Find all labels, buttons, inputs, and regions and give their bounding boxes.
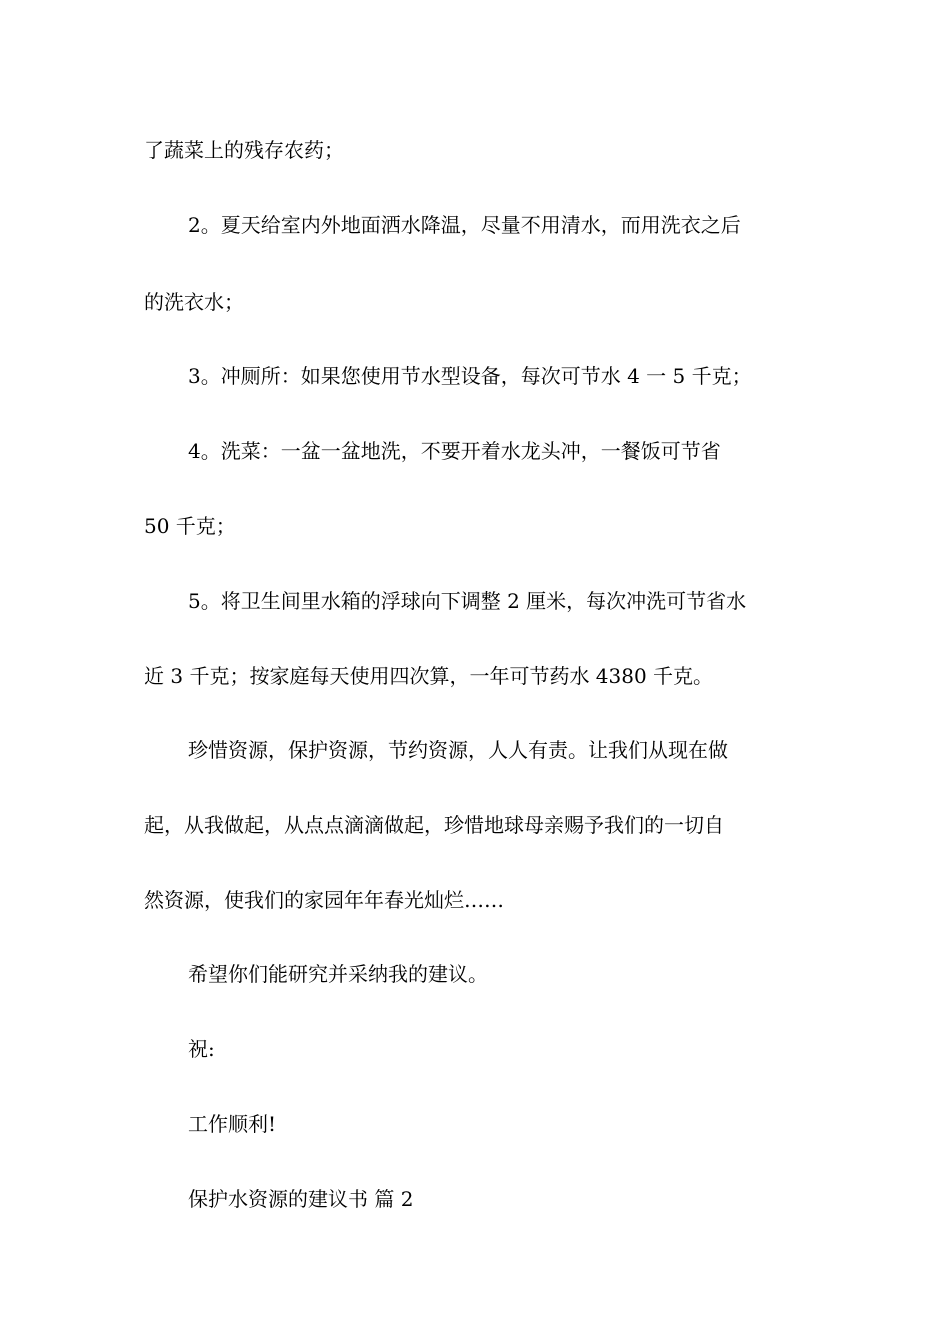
text-line: 然资源，使我们的家园年年春光灿烂…… bbox=[144, 888, 504, 912]
text-line: 2。夏天给室内外地面洒水降温，尽量不用清水，而用洗衣之后 bbox=[188, 213, 741, 237]
section-heading: 保护水资源的建议书 篇 2 bbox=[188, 1187, 414, 1211]
text-line: 3。冲厕所：如果您使用节水型设备，每次可节水 4 一 5 千克； bbox=[188, 364, 752, 388]
text-line: 珍惜资源，保护资源，节约资源，人人有责。让我们从现在做 bbox=[188, 738, 728, 762]
text-line: 起，从我做起，从点点滴滴做起，珍惜地球母亲赐予我们的一切自 bbox=[144, 813, 724, 837]
text-line: 的洗衣水； bbox=[144, 290, 244, 314]
text-line: 了蔬菜上的残存农药； bbox=[144, 138, 344, 162]
text-line: 近 3 千克；按家庭每天使用四次算，一年可节药水 4380 千克。 bbox=[144, 664, 714, 688]
text-line: 希望你们能研究并采纳我的建议。 bbox=[188, 962, 488, 986]
text-line: 5。将卫生间里水箱的浮球向下调整 2 厘米，每次冲洗可节省水 bbox=[188, 589, 747, 613]
text-line: 50 千克； bbox=[144, 514, 236, 538]
text-line: 4。洗菜：一盆一盆地洗，不要开着水龙头冲，一餐饭可节省 bbox=[188, 439, 721, 463]
text-line: 工作顺利! bbox=[188, 1112, 277, 1136]
text-line: 祝: bbox=[188, 1037, 215, 1061]
